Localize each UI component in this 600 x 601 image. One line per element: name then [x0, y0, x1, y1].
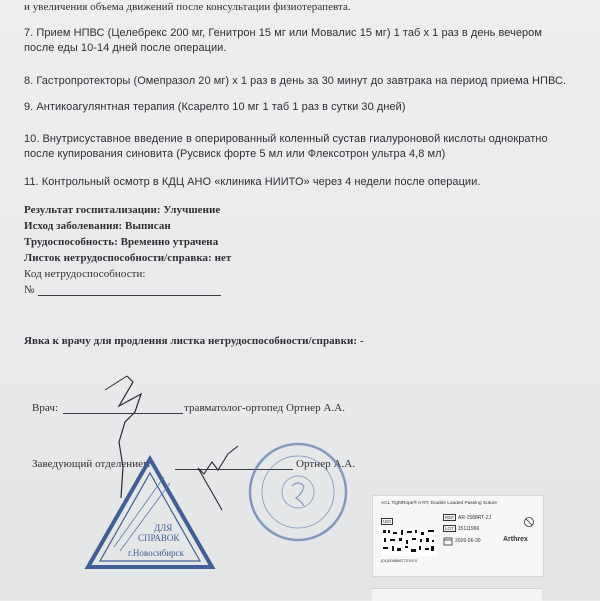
number-label: № — [24, 284, 35, 296]
second-sticker-edge — [372, 588, 542, 601]
item-11: 11. Контрольный осмотр в КДЦ АНО «клиника НИИТО» через 4 недели после операции. — [24, 176, 481, 188]
round-stamp — [246, 440, 350, 544]
date-value: 2026-06-30 — [455, 538, 481, 544]
head-name: Ортнер А.А. — [296, 458, 356, 470]
udi-label: UDI — [383, 519, 391, 524]
barcode-icon — [381, 528, 437, 556]
stamp-text-line-1: ДЛЯ — [154, 523, 173, 533]
ref-value: AR-1588RT-2J — [458, 515, 491, 521]
number-underline — [38, 295, 221, 296]
top-line: и увеличения объема движений после консультации физиотерапевта. — [24, 1, 351, 13]
item-10-line-1: 10. Внутрисуставное введение в оперированный коленный сустав гиалуроновой кислоты однократно — [24, 133, 548, 145]
brand-logo: Arthrex — [503, 536, 528, 543]
item-7-line-1: 7. Прием НПВС (Целебрекс 200 мг, Генитрон 15 мг или Мовалис 15 мг) 1 таб х 1 раз в день вечером — [24, 27, 542, 39]
disability-code-label: Код нетрудоспособности: — [24, 268, 146, 280]
stamp-city: г.Новосибирск — [128, 548, 184, 558]
lot-value: 15111966 — [457, 526, 480, 532]
item-9: 9. Антикоагулянтная терапия (Ксарелто 10 мг 1 таб 1 раз в сутки 30 дней) — [24, 101, 406, 113]
sticker-title: ACL TightRope® II RT, Double Loaded Passing Suture — [381, 501, 498, 506]
implant-sticker — [372, 495, 544, 577]
sick-leave-status: Листок нетрудоспособности/справка: нет — [24, 252, 232, 264]
work-ability: Трудоспособность: Временно утрачена — [24, 236, 219, 248]
doctor-role: травматолог-ортопед Ортнер А.А. — [184, 402, 346, 414]
head-label: Заведующий отделением — [32, 458, 151, 470]
item-8: 8. Гастропротекторы (Омепразол 20 мг) х 1 раз в день за 30 минут до завтрака на период приема НПВС. — [24, 75, 567, 87]
appointment-note: Явка к врачу для продления листка нетрудоспособности/справки: - — [24, 335, 364, 347]
hospitalization-result: Результат госпитализации: Улучшение — [24, 204, 221, 216]
lot-label: LOT — [445, 526, 454, 531]
ref-label: REF — [445, 515, 454, 520]
disease-outcome: Исход заболевания: Выписан — [24, 220, 171, 232]
stamp-text-line-2: СПРАВОК — [138, 533, 180, 543]
doctor-label: Врач: — [32, 402, 59, 414]
udi-number: (01)0088887721974 — [381, 558, 418, 563]
item-7-line-2: после еды 10-14 дней после операции. — [24, 42, 227, 54]
do-not-reuse-icon — [523, 516, 535, 528]
item-10-line-2: после купирования синовита (Русвиск форте 5 мл или Флексотрон ультра 4,8 мл) — [24, 148, 446, 160]
calendar-icon — [443, 536, 453, 546]
